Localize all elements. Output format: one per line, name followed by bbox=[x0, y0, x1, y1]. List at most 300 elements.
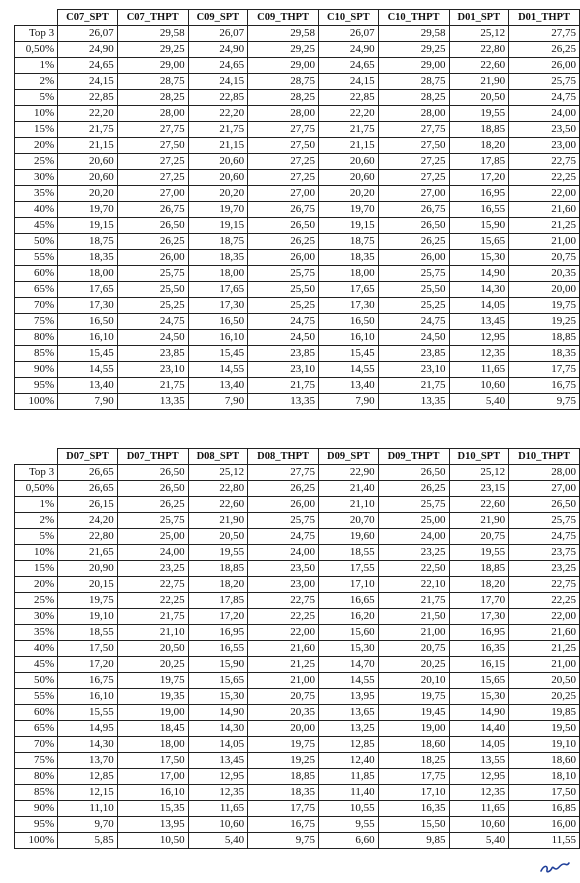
score-cell: 19,60 bbox=[319, 529, 379, 545]
score-cell: 22,75 bbox=[117, 577, 188, 593]
score-cell: 26,50 bbox=[117, 481, 188, 497]
score-cell: 26,25 bbox=[117, 234, 188, 250]
percentile-label: 60% bbox=[15, 705, 58, 721]
table-row bbox=[15, 545, 580, 561]
score-cell: 25,12 bbox=[188, 465, 248, 481]
score-cell: 20,35 bbox=[248, 705, 319, 721]
score-cell: 26,07 bbox=[188, 26, 248, 42]
percentile-label: 10% bbox=[15, 545, 58, 561]
percentile-label: 10% bbox=[15, 106, 58, 122]
score-cell: 26,50 bbox=[378, 465, 449, 481]
score-cell: 17,75 bbox=[509, 362, 580, 378]
percentile-label: 40% bbox=[15, 641, 58, 657]
score-cell: 21,25 bbox=[248, 657, 319, 673]
score-cell: 26,00 bbox=[117, 250, 188, 266]
score-cell: 9,75 bbox=[248, 833, 319, 849]
score-cell: 16,10 bbox=[117, 785, 188, 801]
table-header bbox=[15, 10, 580, 26]
percentile-label: 30% bbox=[15, 609, 58, 625]
score-cell: 17,50 bbox=[58, 641, 118, 657]
score-cell: 21,90 bbox=[449, 513, 509, 529]
score-cell: 22,85 bbox=[319, 90, 379, 106]
score-cell: 21,00 bbox=[378, 625, 449, 641]
score-cell: 24,00 bbox=[378, 529, 449, 545]
table-row bbox=[15, 801, 580, 817]
score-cell: 21,15 bbox=[188, 138, 248, 154]
table-row bbox=[15, 330, 580, 346]
score-cell: 17,20 bbox=[449, 170, 509, 186]
score-cell: 23,00 bbox=[509, 138, 580, 154]
score-cell: 18,60 bbox=[378, 737, 449, 753]
table-row bbox=[15, 609, 580, 625]
score-cell: 26,50 bbox=[117, 218, 188, 234]
score-cell: 28,25 bbox=[117, 90, 188, 106]
score-cell: 20,60 bbox=[188, 170, 248, 186]
score-cell: 29,25 bbox=[248, 42, 319, 58]
percentile-label: 80% bbox=[15, 769, 58, 785]
table-row bbox=[15, 673, 580, 689]
column-header: D10_SPT bbox=[449, 449, 509, 465]
score-cell: 25,25 bbox=[378, 298, 449, 314]
table-row bbox=[15, 641, 580, 657]
score-cell: 21,00 bbox=[248, 673, 319, 689]
score-cell: 27,00 bbox=[378, 186, 449, 202]
score-cell: 22,50 bbox=[378, 561, 449, 577]
score-cell: 15,65 bbox=[188, 673, 248, 689]
score-cell: 17,55 bbox=[319, 561, 379, 577]
score-cell: 18,85 bbox=[188, 561, 248, 577]
score-cell: 14,90 bbox=[449, 705, 509, 721]
score-cell: 25,75 bbox=[117, 513, 188, 529]
score-cell: 23,25 bbox=[378, 545, 449, 561]
score-cell: 25,00 bbox=[378, 513, 449, 529]
score-cell: 17,30 bbox=[319, 298, 379, 314]
score-cell: 24,50 bbox=[248, 330, 319, 346]
table-row bbox=[15, 90, 580, 106]
score-cell: 18,10 bbox=[509, 769, 580, 785]
score-cell: 15,90 bbox=[188, 657, 248, 673]
score-cell: 21,15 bbox=[58, 138, 118, 154]
score-cell: 18,00 bbox=[188, 266, 248, 282]
score-cell: 26,25 bbox=[378, 481, 449, 497]
score-cell: 18,55 bbox=[319, 545, 379, 561]
table-row bbox=[15, 394, 580, 410]
score-cell: 21,00 bbox=[509, 234, 580, 250]
percentile-label: 95% bbox=[15, 378, 58, 394]
table-row bbox=[15, 705, 580, 721]
score-cell: 17,50 bbox=[117, 753, 188, 769]
score-cell: 21,75 bbox=[188, 122, 248, 138]
percentile-label: 80% bbox=[15, 330, 58, 346]
score-cell: 23,85 bbox=[117, 346, 188, 362]
table-row bbox=[15, 577, 580, 593]
score-cell: 27,00 bbox=[117, 186, 188, 202]
score-cell: 10,55 bbox=[319, 801, 379, 817]
score-cell: 18,45 bbox=[117, 721, 188, 737]
score-cell: 9,55 bbox=[319, 817, 379, 833]
score-cell: 24,90 bbox=[319, 42, 379, 58]
score-cell: 26,75 bbox=[117, 202, 188, 218]
score-cell: 19,85 bbox=[509, 705, 580, 721]
score-cell: 12,95 bbox=[449, 330, 509, 346]
score-cell: 13,40 bbox=[58, 378, 118, 394]
score-cell: 13,35 bbox=[248, 394, 319, 410]
score-cell: 21,75 bbox=[319, 122, 379, 138]
score-cell: 19,35 bbox=[117, 689, 188, 705]
score-cell: 21,65 bbox=[58, 545, 118, 561]
score-cell: 20,75 bbox=[449, 529, 509, 545]
percentile-label: 55% bbox=[15, 250, 58, 266]
score-cell: 27,25 bbox=[117, 154, 188, 170]
percentile-label: 15% bbox=[15, 561, 58, 577]
percentile-label: 1% bbox=[15, 58, 58, 74]
score-cell: 19,75 bbox=[248, 737, 319, 753]
percentile-label: 25% bbox=[15, 154, 58, 170]
score-cell: 28,00 bbox=[248, 106, 319, 122]
score-cell: 28,25 bbox=[248, 90, 319, 106]
score-cell: 22,20 bbox=[319, 106, 379, 122]
percentile-label: 55% bbox=[15, 689, 58, 705]
score-table-2 bbox=[14, 448, 580, 849]
score-cell: 17,85 bbox=[188, 593, 248, 609]
percentile-label: 30% bbox=[15, 170, 58, 186]
score-cell: 22,10 bbox=[378, 577, 449, 593]
score-cell: 20,15 bbox=[58, 577, 118, 593]
score-cell: 10,50 bbox=[117, 833, 188, 849]
score-cell: 14,30 bbox=[449, 282, 509, 298]
table-row bbox=[15, 529, 580, 545]
score-cell: 22,20 bbox=[58, 106, 118, 122]
percentile-label: 75% bbox=[15, 314, 58, 330]
table-row bbox=[15, 753, 580, 769]
score-cell: 23,50 bbox=[509, 122, 580, 138]
table-row bbox=[15, 465, 580, 481]
percentile-label: 70% bbox=[15, 298, 58, 314]
score-cell: 22,25 bbox=[117, 593, 188, 609]
score-cell: 20,60 bbox=[319, 154, 379, 170]
score-cell: 24,75 bbox=[248, 529, 319, 545]
score-cell: 16,00 bbox=[509, 817, 580, 833]
percentile-label: Top 3 bbox=[15, 465, 58, 481]
score-cell: 15,90 bbox=[449, 218, 509, 234]
score-cell: 18,35 bbox=[58, 250, 118, 266]
table-row bbox=[15, 58, 580, 74]
score-cell: 25,75 bbox=[117, 266, 188, 282]
score-cell: 20,00 bbox=[248, 721, 319, 737]
score-cell: 17,70 bbox=[449, 593, 509, 609]
score-cell: 24,00 bbox=[248, 545, 319, 561]
score-cell: 19,10 bbox=[58, 609, 118, 625]
score-cell: 17,75 bbox=[248, 801, 319, 817]
score-cell: 24,75 bbox=[248, 314, 319, 330]
score-cell: 22,90 bbox=[319, 465, 379, 481]
score-cell: 26,00 bbox=[378, 250, 449, 266]
column-header: C10_SPT bbox=[319, 10, 379, 26]
score-cell: 26,50 bbox=[117, 465, 188, 481]
score-cell: 12,85 bbox=[319, 737, 379, 753]
score-cell: 18,60 bbox=[509, 753, 580, 769]
score-cell: 13,45 bbox=[188, 753, 248, 769]
score-cell: 23,75 bbox=[509, 545, 580, 561]
table-row bbox=[15, 833, 580, 849]
score-cell: 26,25 bbox=[378, 234, 449, 250]
score-cell: 9,75 bbox=[509, 394, 580, 410]
table-row bbox=[15, 106, 580, 122]
score-cell: 29,00 bbox=[378, 58, 449, 74]
table-row bbox=[15, 186, 580, 202]
score-cell: 19,45 bbox=[378, 705, 449, 721]
score-cell: 18,55 bbox=[58, 625, 118, 641]
score-cell: 25,25 bbox=[248, 298, 319, 314]
score-cell: 25,75 bbox=[378, 266, 449, 282]
score-cell: 15,45 bbox=[188, 346, 248, 362]
score-cell: 21,25 bbox=[509, 641, 580, 657]
score-cell: 5,40 bbox=[188, 833, 248, 849]
score-cell: 28,00 bbox=[117, 106, 188, 122]
score-cell: 12,35 bbox=[449, 346, 509, 362]
score-cell: 14,40 bbox=[449, 721, 509, 737]
table-row bbox=[15, 250, 580, 266]
score-cell: 14,55 bbox=[319, 673, 379, 689]
score-cell: 18,85 bbox=[509, 330, 580, 346]
score-cell: 16,75 bbox=[58, 673, 118, 689]
score-cell: 20,90 bbox=[58, 561, 118, 577]
score-cell: 16,95 bbox=[449, 625, 509, 641]
percentile-label: 75% bbox=[15, 753, 58, 769]
score-cell: 27,50 bbox=[378, 138, 449, 154]
score-cell: 25,12 bbox=[449, 465, 509, 481]
score-cell: 21,75 bbox=[378, 593, 449, 609]
column-header: D01_THPT bbox=[509, 10, 580, 26]
score-cell: 19,15 bbox=[319, 218, 379, 234]
table-row bbox=[15, 689, 580, 705]
score-cell: 27,75 bbox=[378, 122, 449, 138]
table-body bbox=[15, 465, 580, 849]
table-row bbox=[15, 170, 580, 186]
score-cell: 14,30 bbox=[188, 721, 248, 737]
score-cell: 18,00 bbox=[319, 266, 379, 282]
score-cell: 17,65 bbox=[188, 282, 248, 298]
score-cell: 13,35 bbox=[117, 394, 188, 410]
score-cell: 14,05 bbox=[449, 298, 509, 314]
table-row bbox=[15, 817, 580, 833]
column-header: D07_SPT bbox=[58, 449, 118, 465]
percentile-label: 2% bbox=[15, 74, 58, 90]
score-cell: 24,65 bbox=[188, 58, 248, 74]
score-cell: 24,90 bbox=[58, 42, 118, 58]
score-cell: 22,75 bbox=[509, 154, 580, 170]
score-cell: 12,40 bbox=[319, 753, 379, 769]
score-cell: 17,65 bbox=[58, 282, 118, 298]
score-cell: 16,35 bbox=[449, 641, 509, 657]
score-cell: 27,25 bbox=[117, 170, 188, 186]
score-cell: 21,60 bbox=[509, 625, 580, 641]
score-cell: 23,10 bbox=[248, 362, 319, 378]
score-cell: 19,55 bbox=[188, 545, 248, 561]
score-cell: 18,35 bbox=[319, 250, 379, 266]
score-cell: 16,10 bbox=[58, 689, 118, 705]
score-cell: 21,10 bbox=[319, 497, 379, 513]
score-cell: 24,75 bbox=[117, 314, 188, 330]
score-cell: 25,00 bbox=[117, 529, 188, 545]
score-cell: 16,50 bbox=[58, 314, 118, 330]
score-cell: 17,30 bbox=[449, 609, 509, 625]
score-cell: 17,10 bbox=[378, 785, 449, 801]
table-row bbox=[15, 513, 580, 529]
score-cell: 10,60 bbox=[449, 817, 509, 833]
score-cell: 29,00 bbox=[117, 58, 188, 74]
score-cell: 26,07 bbox=[319, 26, 379, 42]
score-cell: 24,15 bbox=[319, 74, 379, 90]
score-cell: 29,58 bbox=[378, 26, 449, 42]
table-row bbox=[15, 218, 580, 234]
percentile-label: 5% bbox=[15, 90, 58, 106]
score-cell: 25,25 bbox=[117, 298, 188, 314]
score-cell: 15,65 bbox=[449, 673, 509, 689]
score-cell: 22,80 bbox=[58, 529, 118, 545]
score-cell: 16,55 bbox=[449, 202, 509, 218]
score-cell: 21,00 bbox=[509, 657, 580, 673]
score-cell: 16,85 bbox=[509, 801, 580, 817]
score-cell: 29,58 bbox=[117, 26, 188, 42]
score-cell: 15,45 bbox=[319, 346, 379, 362]
table-row bbox=[15, 497, 580, 513]
score-cell: 19,70 bbox=[319, 202, 379, 218]
percentile-label: 90% bbox=[15, 801, 58, 817]
table-row bbox=[15, 657, 580, 673]
score-cell: 11,65 bbox=[449, 801, 509, 817]
percentile-label: 40% bbox=[15, 202, 58, 218]
score-cell: 19,75 bbox=[117, 673, 188, 689]
score-cell: 21,75 bbox=[248, 378, 319, 394]
score-cell: 22,60 bbox=[449, 58, 509, 74]
score-cell: 28,00 bbox=[378, 106, 449, 122]
score-cell: 27,75 bbox=[509, 26, 580, 42]
score-cell: 10,60 bbox=[188, 817, 248, 833]
score-cell: 13,40 bbox=[188, 378, 248, 394]
score-cell: 26,75 bbox=[248, 202, 319, 218]
score-cell: 20,60 bbox=[58, 170, 118, 186]
percentile-label: 20% bbox=[15, 138, 58, 154]
score-cell: 27,25 bbox=[248, 170, 319, 186]
table-row bbox=[15, 314, 580, 330]
score-cell: 24,15 bbox=[58, 74, 118, 90]
table-row bbox=[15, 42, 580, 58]
score-cell: 5,40 bbox=[449, 833, 509, 849]
score-cell: 18,20 bbox=[188, 577, 248, 593]
score-cell: 22,60 bbox=[449, 497, 509, 513]
score-cell: 24,65 bbox=[319, 58, 379, 74]
score-cell: 18,20 bbox=[449, 138, 509, 154]
table-body bbox=[15, 26, 580, 410]
score-cell: 22,25 bbox=[509, 593, 580, 609]
score-cell: 20,75 bbox=[509, 250, 580, 266]
score-cell: 25,50 bbox=[378, 282, 449, 298]
score-cell: 16,10 bbox=[319, 330, 379, 346]
score-cell: 18,35 bbox=[188, 250, 248, 266]
score-cell: 19,75 bbox=[509, 298, 580, 314]
score-cell: 17,50 bbox=[509, 785, 580, 801]
score-cell: 21,10 bbox=[117, 625, 188, 641]
score-cell: 26,25 bbox=[509, 42, 580, 58]
score-cell: 24,50 bbox=[117, 330, 188, 346]
column-header: D10_THPT bbox=[509, 449, 580, 465]
score-cell: 19,75 bbox=[58, 593, 118, 609]
score-cell: 26,50 bbox=[509, 497, 580, 513]
score-cell: 15,35 bbox=[117, 801, 188, 817]
score-cell: 16,50 bbox=[319, 314, 379, 330]
score-cell: 13,65 bbox=[319, 705, 379, 721]
score-cell: 14,05 bbox=[449, 737, 509, 753]
score-cell: 28,75 bbox=[248, 74, 319, 90]
score-cell: 17,20 bbox=[188, 609, 248, 625]
score-cell: 23,10 bbox=[117, 362, 188, 378]
score-cell: 14,55 bbox=[58, 362, 118, 378]
score-cell: 26,07 bbox=[58, 26, 118, 42]
score-cell: 13,25 bbox=[319, 721, 379, 737]
score-cell: 12,95 bbox=[188, 769, 248, 785]
score-cell: 15,65 bbox=[449, 234, 509, 250]
score-cell: 20,75 bbox=[378, 641, 449, 657]
score-cell: 22,00 bbox=[509, 609, 580, 625]
score-cell: 19,25 bbox=[509, 314, 580, 330]
score-cell: 16,55 bbox=[188, 641, 248, 657]
score-cell: 21,25 bbox=[509, 218, 580, 234]
score-cell: 11,85 bbox=[319, 769, 379, 785]
column-header: C07_THPT bbox=[117, 10, 188, 26]
score-cell: 26,00 bbox=[509, 58, 580, 74]
score-cell: 16,75 bbox=[509, 378, 580, 394]
percentile-label: 0,50% bbox=[15, 481, 58, 497]
table-row bbox=[15, 234, 580, 250]
score-cell: 25,75 bbox=[509, 513, 580, 529]
table-row bbox=[15, 266, 580, 282]
score-cell: 19,55 bbox=[449, 545, 509, 561]
score-cell: 25,50 bbox=[117, 282, 188, 298]
score-cell: 19,00 bbox=[117, 705, 188, 721]
table-row bbox=[15, 737, 580, 753]
score-cell: 13,45 bbox=[449, 314, 509, 330]
score-cell: 24,65 bbox=[58, 58, 118, 74]
score-cell: 20,70 bbox=[319, 513, 379, 529]
score-cell: 20,00 bbox=[509, 282, 580, 298]
score-cell: 24,50 bbox=[378, 330, 449, 346]
column-header: C09_SPT bbox=[188, 10, 248, 26]
percentile-label: 65% bbox=[15, 721, 58, 737]
score-cell: 20,20 bbox=[58, 186, 118, 202]
table-row bbox=[15, 785, 580, 801]
score-cell: 14,30 bbox=[58, 737, 118, 753]
score-cell: 26,50 bbox=[378, 218, 449, 234]
score-cell: 29,58 bbox=[248, 26, 319, 42]
score-cell: 23,85 bbox=[248, 346, 319, 362]
score-cell: 23,85 bbox=[378, 346, 449, 362]
score-cell: 21,60 bbox=[248, 641, 319, 657]
score-cell: 27,25 bbox=[248, 154, 319, 170]
table-row bbox=[15, 625, 580, 641]
score-cell: 24,15 bbox=[188, 74, 248, 90]
score-cell: 15,55 bbox=[58, 705, 118, 721]
score-cell: 6,60 bbox=[319, 833, 379, 849]
score-cell: 26,25 bbox=[248, 234, 319, 250]
percentile-label: 25% bbox=[15, 593, 58, 609]
score-cell: 7,90 bbox=[58, 394, 118, 410]
score-cell: 20,25 bbox=[378, 657, 449, 673]
column-header: D09_SPT bbox=[319, 449, 379, 465]
score-cell: 12,15 bbox=[58, 785, 118, 801]
score-cell: 19,10 bbox=[509, 737, 580, 753]
score-cell: 14,55 bbox=[319, 362, 379, 378]
